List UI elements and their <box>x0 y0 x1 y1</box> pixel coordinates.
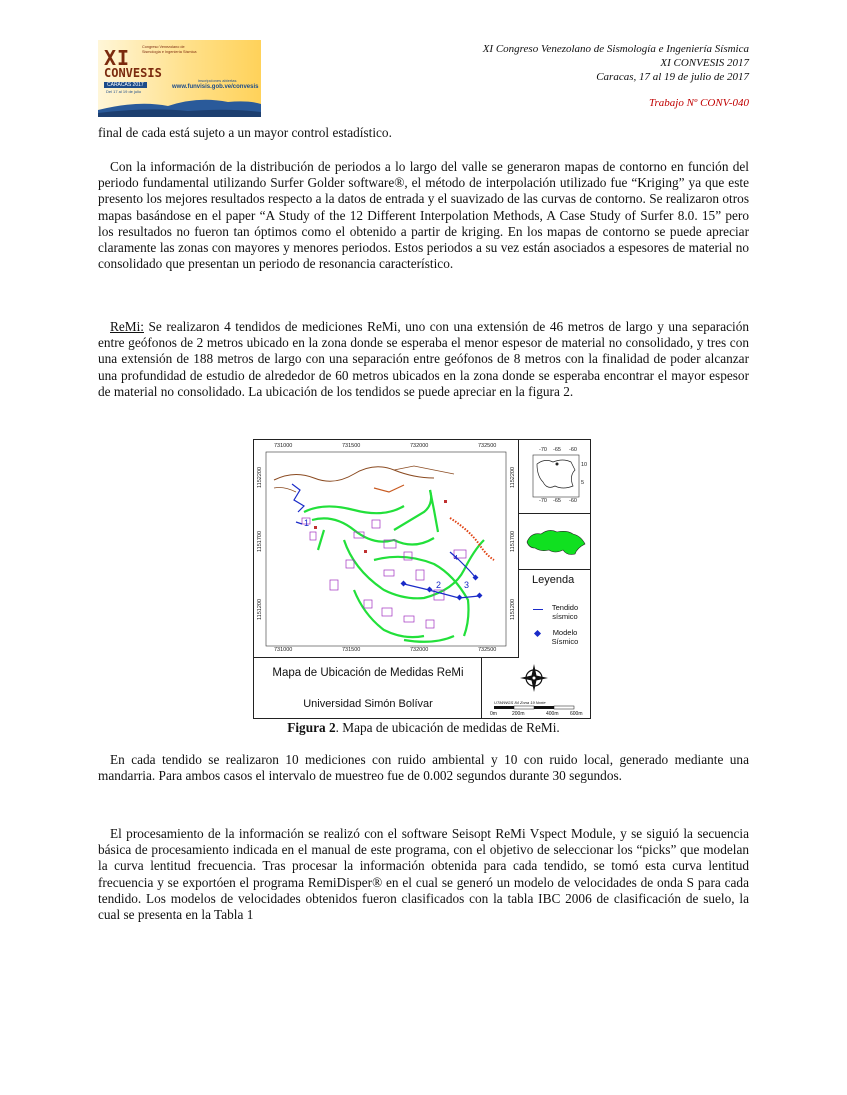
y-tick-right: 1152200 <box>510 466 516 488</box>
map-title-box <box>254 658 482 719</box>
tendido-label: 2 <box>436 580 442 590</box>
remi-label: ReMi: <box>110 319 144 334</box>
x-tick-top: 731000 <box>274 443 293 449</box>
scale-label: 600m <box>570 711 583 717</box>
logo-xi: XI <box>104 46 131 70</box>
header-date: Caracas, 17 al 19 de julio de 2017 <box>596 71 749 83</box>
legend-modelo: Modelo Sísmico <box>551 628 579 646</box>
congress-logo <box>98 40 261 117</box>
inset-tick: 5 <box>581 480 585 486</box>
venezuela-map-icon <box>519 514 591 570</box>
inset-tick: -65 <box>553 447 561 453</box>
x-tick-top: 731500 <box>342 443 361 449</box>
scale-label: 200m <box>512 711 525 717</box>
x-tick-bottom: 732000 <box>410 647 429 653</box>
y-tick-left: 1152200 <box>257 466 263 488</box>
y-tick-right: 1151700 <box>510 530 516 552</box>
location-inset <box>519 440 591 514</box>
logo-inscripciones: inscripciones abiertas <box>198 78 237 83</box>
inset-tick: 10 <box>581 462 588 468</box>
logo-small-text: Congreso Venezolano de Sismología e Ingeniería Sísmica <box>142 45 197 54</box>
legend <box>519 570 591 658</box>
paper-number: Trabajo Nº CONV-040 <box>649 97 749 109</box>
paragraph-4: En cada tendido se realizaron 10 mediciones con ruido ambiental y 10 con ruido local, generado mediante una mandarria. Para ambos casos el intervalo de muestreo fue de 0.002 segundos durante 30 segundos. <box>98 752 749 784</box>
mountain-icon <box>98 90 261 117</box>
map-subtitle: Universidad Simón Bolívar <box>303 698 433 710</box>
inset-tick: -70 <box>539 447 547 453</box>
paragraph-1: final de cada está sujeto a un mayor control estadístico. <box>98 125 392 140</box>
tendido-label: 1 <box>304 518 310 528</box>
map-title: Mapa de Ubicación de Medidas ReMi <box>272 667 464 679</box>
inset-tick: -60 <box>569 498 577 504</box>
x-tick-top: 732500 <box>478 443 497 449</box>
campus-map <box>254 440 519 658</box>
y-tick-left: 1151700 <box>257 530 263 552</box>
scale-box <box>482 658 591 719</box>
paragraph-3 <box>98 319 749 400</box>
header-convesis: XI CONVESIS 2017 <box>660 57 749 69</box>
paragraph-5: El procesamiento de la información se realizó con el software Seisopt ReMi Vspect Module, y se siguió la secuencia básica de procesamiento indicada en el manual de este programa, con el objetivo de seleccionar los “picks” que modelan la curva lentitud frecuencia. Tras procesar la información obtenida para cada tendido, se tomó esta curva lentitud frecuencia y se exportóen el programa RemiDisper® en el cual se generó un modelo de velocidades de onda S para cada tendido. Los modelos de velocidades obtenidos fueron clasificados con la tabla IBC 2006 de clasificación de suelo, la cual se presenta en la Tabla 1 <box>98 826 749 923</box>
inset-tick: -65 <box>553 498 561 504</box>
x-tick-top: 732000 <box>410 443 429 449</box>
tendido-line-icon <box>533 609 543 610</box>
logo-caracas: CARACAS 2017 <box>104 82 147 88</box>
x-tick-bottom: 732500 <box>478 647 497 653</box>
logo-url: www.funvisis.gob.ve/convesis <box>172 84 259 90</box>
figure-2 <box>253 439 591 719</box>
inset-tick: -70 <box>539 498 547 504</box>
y-tick-left: 1151200 <box>257 598 263 620</box>
caption-text: . Mapa de ubicación de medidas de ReMi. <box>335 720 560 735</box>
paragraph-2: Con la información de la distribución de periodos a lo largo del valle se generaron mapas de contorno en función del periodo fundamental utilizando Surfer Golder software®, el método de interpolación utilizado fue “Kriging” ya que este presento los mejores resultados respecto a la datos de entrada y el suavizado de las curvas de contorno. Se realizaron otros mapas basándose en el paper “A Study of the 12 Different Interpolation Methods, A Case Study of Surfer 8.0. 15” pero los resultados no fueron tan óptimos como el obtenido a partir de kriging. En los mapas de contorno se puede apreciar claramente las zonas con mayores y menores periodos. Estos periodos a su vez están asociados a espesores de material no consolidado que presentan un periodo de resonancia característico. <box>98 159 749 272</box>
caption-label: Figura 2 <box>287 720 336 735</box>
campus-map-drawing <box>254 440 519 658</box>
legend-tendido: Tendido sísmico <box>551 603 579 621</box>
paragraph-3-text: Se realizaron 4 tendidos de mediciones ReMi, uno con una extensión de 46 metros de largo y una separación entre geófonos de 2 metros ubicado en la zona donde se esperaba el menor espesor de material no consolidado, y tres con una extensión de 188 metros de largo con una separación entre geófonos de 8 metros con la finalidad de poder alcanzar una profundidad de estudio de alrededor de 60 metros ubicados en la zona donde se esperaba encontrar el mayor espesor de material no consolidado. La ubicación de los tendidos se puede apreciar en la figura 2. <box>98 319 749 399</box>
venezuela-outline-icon <box>519 440 591 514</box>
scale-label: 0m <box>490 711 497 717</box>
north-arrow-icon <box>482 658 591 719</box>
y-tick-right: 1151200 <box>510 598 516 620</box>
logo-convesis: CONVESIS <box>104 66 162 80</box>
utm-label: UTM/WGS 84 Zona 19 Norte <box>494 700 546 705</box>
modelo-diamond-icon <box>534 630 541 637</box>
venezuela-inset <box>519 514 591 570</box>
legend-title: Leyenda <box>532 574 575 586</box>
x-tick-bottom: 731500 <box>342 647 361 653</box>
inset-tick: -60 <box>569 447 577 453</box>
tendido-label: 4 <box>454 555 458 562</box>
figure-caption <box>0 720 847 736</box>
header-congress: XI Congreso Venezolano de Sismología e Ingeniería Sísmica <box>482 43 749 55</box>
x-tick-bottom: 731000 <box>274 647 293 653</box>
tendido-label: 3 <box>464 580 470 590</box>
logo-fecha: Del 17 al 19 de julio <box>106 89 142 94</box>
scale-label: 400m <box>546 711 559 717</box>
